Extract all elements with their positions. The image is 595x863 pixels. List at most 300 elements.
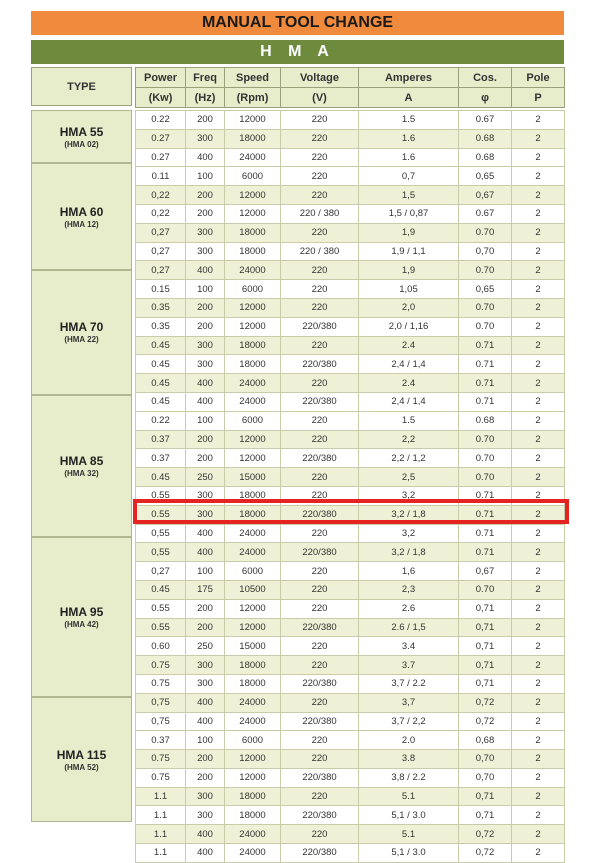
table-cell: 0.67: [459, 111, 512, 130]
table-cell: 2: [512, 411, 565, 430]
table-cell: 0.45: [136, 392, 186, 411]
table-cell: 6000: [225, 167, 281, 186]
type-code: (HMA 32): [64, 468, 99, 478]
table-cell: 400: [186, 825, 225, 844]
table-cell: 300: [186, 242, 225, 261]
table-row: [136, 298, 565, 317]
table-cell: 0,71: [459, 806, 512, 825]
table-cell: 12000: [225, 204, 281, 223]
table-cell: 0.71: [459, 543, 512, 562]
table-cell: 0.45: [136, 468, 186, 487]
table-cell: 2,2: [359, 430, 459, 449]
table-cell: 0.45: [136, 336, 186, 355]
table-cell: 0.35: [136, 298, 186, 317]
table-cell: 1.5: [359, 411, 459, 430]
table-row: [136, 111, 565, 130]
table-row: [136, 223, 565, 242]
table-cell: 400: [186, 844, 225, 863]
table-cell: 0.15: [136, 280, 186, 299]
table-cell: 24000: [225, 392, 281, 411]
table-cell: 2,4 / 1,4: [359, 355, 459, 374]
table-cell: 2: [512, 674, 565, 693]
table-cell: 0,71: [459, 599, 512, 618]
table-cell: 220/380: [281, 768, 359, 787]
table-cell: 220/380: [281, 392, 359, 411]
table-cell: 0,27: [136, 223, 186, 242]
table-cell: 0,72: [459, 825, 512, 844]
table-cell: 0.60: [136, 637, 186, 656]
table-cell: 24000: [225, 825, 281, 844]
table-cell: 0.75: [136, 750, 186, 769]
table-cell: 0,70: [459, 768, 512, 787]
table-cell: 200: [186, 317, 225, 336]
table-cell: 0.70: [459, 449, 512, 468]
table-cell: 0,22: [136, 204, 186, 223]
table-cell: 2: [512, 750, 565, 769]
table-cell: 24000: [225, 261, 281, 280]
table-cell: 0,75: [136, 712, 186, 731]
table-cell: 300: [186, 336, 225, 355]
table-cell: 0.70: [459, 430, 512, 449]
table-cell: 220: [281, 129, 359, 148]
table-cell: 220 / 380: [281, 242, 359, 261]
table-cell: 100: [186, 167, 225, 186]
table-cell: 2: [512, 242, 565, 261]
table-cell: 1,05: [359, 280, 459, 299]
table-cell: 24000: [225, 543, 281, 562]
table-cell: 0.22: [136, 411, 186, 430]
table-cell: 2.4: [359, 336, 459, 355]
table-cell: 3.7: [359, 656, 459, 675]
table-row: [136, 505, 565, 524]
table-cell: 400: [186, 374, 225, 393]
table-cell: 400: [186, 712, 225, 731]
table-cell: 0.35: [136, 317, 186, 336]
header-speed: Speed: [225, 68, 281, 88]
series-subtitle: H M A: [31, 40, 564, 64]
table-cell: 220/380: [281, 674, 359, 693]
table-cell: 18000: [225, 674, 281, 693]
header-freq: Freq: [186, 68, 225, 88]
table-cell: 2: [512, 355, 565, 374]
table-row: [136, 731, 565, 750]
table-cell: 0,71: [459, 656, 512, 675]
table-cell: 0.37: [136, 449, 186, 468]
table-cell: 12000: [225, 186, 281, 205]
table-cell: 2: [512, 693, 565, 712]
table-cell: 0,72: [459, 844, 512, 863]
table-cell: 3,7 / 2,2: [359, 712, 459, 731]
table-cell: 2: [512, 223, 565, 242]
table-row: [136, 750, 565, 769]
table-cell: 300: [186, 129, 225, 148]
table-cell: 2: [512, 825, 565, 844]
table-cell: 3,2 / 1,8: [359, 543, 459, 562]
table-row: [136, 768, 565, 787]
table-cell: 0.75: [136, 674, 186, 693]
table-cell: 220: [281, 430, 359, 449]
table-cell: 1,9: [359, 223, 459, 242]
table-cell: 6000: [225, 731, 281, 750]
table-cell: 24000: [225, 844, 281, 863]
table-row: [136, 317, 565, 336]
table-cell: 300: [186, 223, 225, 242]
table-cell: 220: [281, 731, 359, 750]
table-cell: 0,27: [136, 562, 186, 581]
table-row: [136, 524, 565, 543]
table-cell: 220/380: [281, 806, 359, 825]
table-cell: 200: [186, 111, 225, 130]
table-cell: 0,71: [459, 787, 512, 806]
table-cell: 300: [186, 486, 225, 505]
table-cell: 220: [281, 336, 359, 355]
table-cell: 2.4: [359, 374, 459, 393]
table-row: [136, 374, 565, 393]
table-cell: 200: [186, 599, 225, 618]
table-cell: 220 / 380: [281, 204, 359, 223]
table-cell: 15000: [225, 468, 281, 487]
table-cell: 0.70: [459, 298, 512, 317]
table-cell: 0.45: [136, 374, 186, 393]
table-cell: 400: [186, 392, 225, 411]
table-cell: 2: [512, 844, 565, 863]
type-block: [31, 163, 132, 270]
table-row: [136, 430, 565, 449]
table-cell: 0.71: [459, 336, 512, 355]
table-cell: 1,5: [359, 186, 459, 205]
table-row: [136, 825, 565, 844]
type-name: HMA 115: [56, 747, 107, 762]
table-cell: 6000: [225, 280, 281, 299]
table-row: [136, 280, 565, 299]
table-cell: 2: [512, 298, 565, 317]
table-cell: 0,72: [459, 693, 512, 712]
table-cell: 2: [512, 129, 565, 148]
table-cell: 0.68: [459, 148, 512, 167]
table-cell: 220: [281, 261, 359, 280]
type-block: [31, 395, 132, 537]
table-row: [136, 712, 565, 731]
table-cell: 300: [186, 505, 225, 524]
table-cell: 12000: [225, 750, 281, 769]
table-cell: 0.55: [136, 486, 186, 505]
table-cell: 0.70: [459, 261, 512, 280]
table-cell: 0.71: [459, 355, 512, 374]
table-cell: 0.45: [136, 355, 186, 374]
table-cell: 2: [512, 712, 565, 731]
table-cell: 0,70: [459, 750, 512, 769]
table-cell: 0,71: [459, 637, 512, 656]
table-cell: 3,7: [359, 693, 459, 712]
table-cell: 18000: [225, 336, 281, 355]
table-row: [136, 261, 565, 280]
table-cell: 0,71: [459, 674, 512, 693]
type-code: (HMA 42): [64, 620, 99, 630]
table-cell: 2: [512, 430, 565, 449]
type-block: [31, 537, 132, 697]
unit-cos: φ: [459, 88, 512, 108]
header-label-row: [136, 68, 565, 88]
table-cell: 2,4 / 1,4: [359, 392, 459, 411]
table-cell: 300: [186, 787, 225, 806]
table-cell: 220/380: [281, 355, 359, 374]
table-row: [136, 336, 565, 355]
table-cell: 12000: [225, 298, 281, 317]
table-cell: 0,55: [136, 524, 186, 543]
table-cell: 220: [281, 148, 359, 167]
table-cell: 220: [281, 750, 359, 769]
table-row: [136, 468, 565, 487]
table-cell: 1,5 / 0,87: [359, 204, 459, 223]
table-row: [136, 787, 565, 806]
table-cell: 0,65: [459, 280, 512, 299]
table-cell: 220/380: [281, 317, 359, 336]
table-cell: 220: [281, 486, 359, 505]
table-cell: 2: [512, 505, 565, 524]
table-cell: 1.1: [136, 787, 186, 806]
table-cell: 12000: [225, 618, 281, 637]
table-row: [136, 806, 565, 825]
table-cell: 200: [186, 298, 225, 317]
table-cell: 6000: [225, 411, 281, 430]
table-cell: 5,1 / 3.0: [359, 806, 459, 825]
table-cell: 0.37: [136, 430, 186, 449]
table-cell: 200: [186, 750, 225, 769]
table-cell: 1,6: [359, 562, 459, 581]
table-row: [136, 618, 565, 637]
table-cell: 220: [281, 656, 359, 675]
table-cell: 0.55: [136, 505, 186, 524]
table-cell: 300: [186, 806, 225, 825]
table-cell: 0.71: [459, 486, 512, 505]
table-cell: 220: [281, 111, 359, 130]
table-cell: 1.6: [359, 148, 459, 167]
table-cell: 400: [186, 693, 225, 712]
table-cell: 0,65: [459, 167, 512, 186]
table-cell: 3,2: [359, 486, 459, 505]
table-cell: 5.1: [359, 787, 459, 806]
table-cell: 2.0: [359, 731, 459, 750]
table-cell: 18000: [225, 787, 281, 806]
header-cos: Cos.: [459, 68, 512, 88]
table-cell: 2: [512, 317, 565, 336]
table-cell: 220: [281, 167, 359, 186]
type-block: [31, 110, 132, 163]
type-block: [31, 270, 132, 395]
header-voltage: Voltage: [281, 68, 359, 88]
table-cell: 175: [186, 580, 225, 599]
table-cell: 0.70: [459, 580, 512, 599]
table-row: [136, 486, 565, 505]
table-cell: 1,9 / 1,1: [359, 242, 459, 261]
table-cell: 12000: [225, 599, 281, 618]
table-cell: 220: [281, 524, 359, 543]
table-cell: 400: [186, 543, 225, 562]
table-cell: 0.27: [136, 148, 186, 167]
spec-table: [135, 110, 564, 863]
table-cell: 15000: [225, 637, 281, 656]
table-cell: 220/380: [281, 505, 359, 524]
table-cell: 10500: [225, 580, 281, 599]
table-cell: 18000: [225, 355, 281, 374]
table-cell: 200: [186, 186, 225, 205]
table-cell: 24000: [225, 712, 281, 731]
table-cell: 220: [281, 693, 359, 712]
table-cell: 2: [512, 580, 565, 599]
table-cell: 1.1: [136, 825, 186, 844]
table-cell: 0,27: [136, 242, 186, 261]
table-cell: 1.6: [359, 129, 459, 148]
header-pole: Pole: [512, 68, 565, 88]
table-cell: 0.71: [459, 524, 512, 543]
table-cell: 0.27: [136, 129, 186, 148]
table-cell: 100: [186, 411, 225, 430]
table-cell: 1.5: [359, 111, 459, 130]
table-cell: 18000: [225, 505, 281, 524]
type-name: HMA 95: [59, 605, 104, 620]
table-row: [136, 656, 565, 675]
table-cell: 0.75: [136, 768, 186, 787]
table-cell: 3,8 / 2.2: [359, 768, 459, 787]
table-cell: 0.67: [459, 204, 512, 223]
table-row: [136, 580, 565, 599]
table-cell: 0,67: [459, 562, 512, 581]
type-name: HMA 60: [59, 204, 104, 219]
unit-speed: (Rpm): [225, 88, 281, 108]
table-row: [136, 674, 565, 693]
table-cell: 2: [512, 656, 565, 675]
table-cell: 2: [512, 336, 565, 355]
table-cell: 2.6 / 1,5: [359, 618, 459, 637]
table-cell: 2,0: [359, 298, 459, 317]
table-cell: 0.71: [459, 374, 512, 393]
table-cell: 2: [512, 261, 565, 280]
type-code: (HMA 02): [64, 139, 99, 149]
table-cell: 0.68: [459, 129, 512, 148]
table-cell: 0.45: [136, 580, 186, 599]
table-cell: 2: [512, 449, 565, 468]
table-cell: 200: [186, 204, 225, 223]
table-row: [136, 637, 565, 656]
table-cell: 400: [186, 524, 225, 543]
table-cell: 0,7: [359, 167, 459, 186]
table-cell: 6000: [225, 562, 281, 581]
table-cell: 400: [186, 148, 225, 167]
table-cell: 0,71: [459, 618, 512, 637]
table-row: [136, 186, 565, 205]
table-cell: 2: [512, 374, 565, 393]
table-row: [136, 167, 565, 186]
table-cell: 2: [512, 148, 565, 167]
table-cell: 220/380: [281, 449, 359, 468]
table-row: [136, 148, 565, 167]
table-cell: 0.70: [459, 317, 512, 336]
table-cell: 250: [186, 637, 225, 656]
table-cell: 100: [186, 280, 225, 299]
table-cell: 220: [281, 223, 359, 242]
type-name: HMA 55: [59, 124, 104, 139]
table-cell: 220: [281, 280, 359, 299]
table-cell: 220: [281, 599, 359, 618]
table-cell: 2: [512, 392, 565, 411]
table-cell: 2: [512, 543, 565, 562]
table-cell: 0,75: [136, 693, 186, 712]
table-cell: 18000: [225, 486, 281, 505]
table-cell: 2: [512, 186, 565, 205]
type-code: (HMA 52): [64, 762, 99, 772]
table-cell: 3,7 / 2.2: [359, 674, 459, 693]
table-cell: 220/380: [281, 618, 359, 637]
table-row: [136, 242, 565, 261]
table-cell: 3,2: [359, 524, 459, 543]
table-row: [136, 543, 565, 562]
table-cell: 12000: [225, 768, 281, 787]
table-cell: 220: [281, 374, 359, 393]
table-cell: 3,2 / 1,8: [359, 505, 459, 524]
table-row: [136, 562, 565, 581]
table-cell: 2: [512, 562, 565, 581]
table-cell: 0,67: [459, 186, 512, 205]
table-cell: 2,2 / 1,2: [359, 449, 459, 468]
table-cell: 220/380: [281, 844, 359, 863]
table-row: [136, 844, 565, 863]
table-row: [136, 129, 565, 148]
unit-power: (Kw): [136, 88, 186, 108]
table-cell: 1,9: [359, 261, 459, 280]
table-cell: 0,55: [136, 543, 186, 562]
table-cell: 2: [512, 524, 565, 543]
table-cell: 0,68: [459, 731, 512, 750]
table-cell: 2: [512, 787, 565, 806]
table-cell: 0.55: [136, 599, 186, 618]
table-cell: 200: [186, 449, 225, 468]
table-cell: 0.70: [459, 223, 512, 242]
table-cell: 220: [281, 468, 359, 487]
table-cell: 2,3: [359, 580, 459, 599]
table-cell: 2: [512, 618, 565, 637]
unit-amperes: A: [359, 88, 459, 108]
table-row: [136, 599, 565, 618]
table-cell: 220: [281, 787, 359, 806]
table-row: [136, 449, 565, 468]
table-cell: 18000: [225, 242, 281, 261]
type-block: [31, 697, 132, 822]
table-row: [136, 355, 565, 374]
table-cell: 0,72: [459, 712, 512, 731]
table-cell: 220: [281, 411, 359, 430]
table-cell: 1.1: [136, 806, 186, 825]
table-cell: 200: [186, 768, 225, 787]
table-cell: 2: [512, 599, 565, 618]
table-cell: 2,5: [359, 468, 459, 487]
header-power: Power: [136, 68, 186, 88]
table-cell: 0.71: [459, 392, 512, 411]
table-cell: 5.1: [359, 825, 459, 844]
table-cell: 0.11: [136, 167, 186, 186]
table-cell: 220/380: [281, 543, 359, 562]
table-cell: 18000: [225, 656, 281, 675]
table-cell: 400: [186, 261, 225, 280]
table-cell: 24000: [225, 693, 281, 712]
table-cell: 2: [512, 204, 565, 223]
table-cell: 2: [512, 806, 565, 825]
table-cell: 220: [281, 580, 359, 599]
table-cell: 0.70: [459, 468, 512, 487]
table-cell: 2: [512, 731, 565, 750]
page-title: MANUAL TOOL CHANGE: [31, 11, 564, 35]
table-cell: 2: [512, 486, 565, 505]
table-cell: 220: [281, 637, 359, 656]
